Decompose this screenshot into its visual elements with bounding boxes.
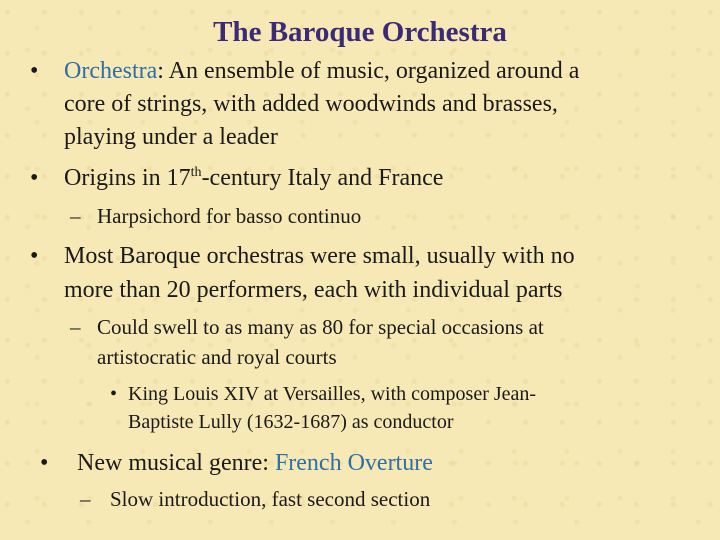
slide-title: The Baroque Orchestra [213, 16, 507, 48]
bullet-marker: • [30, 165, 39, 191]
orchestra-link[interactable]: Orchestra [64, 58, 158, 84]
bullet-marker: • [40, 450, 49, 476]
sub-dash: – [80, 487, 91, 511]
sub-harpsichord: Harpsichord for basso continuo [97, 204, 362, 228]
bullet-marker: • [30, 243, 39, 269]
subsub-bullet-marker: • [110, 383, 118, 405]
bullet-origins: Origins in 17th-century Italy and France [64, 165, 444, 191]
bullet-small-orchestras-line2: more than 20 performers, each with individual parts [64, 277, 563, 303]
subsub-louis-line1: King Louis XIV at Versailles, with composer Jean- [128, 383, 537, 405]
bullet-orchestra-line2: core of strings, with added woodwinds and brasses, [64, 91, 558, 117]
sub-slow-intro: Slow introduction, fast second section [110, 487, 431, 511]
sub-swell-line1: Could swell to as many as 80 for special occasions at [97, 315, 544, 339]
subsub-louis-line2: Baptiste Lully (1632-1687) as conductor [128, 411, 454, 433]
bullet-orchestra-line1: Orchestra: An ensemble of music, organized around a [64, 58, 580, 84]
bullet-marker: • [30, 58, 39, 84]
bullet-new-genre: New musical genre: French Overture [77, 450, 433, 476]
bullet-small-orchestras-line1: Most Baroque orchestras were small, usually with no [64, 243, 575, 269]
french-overture-link[interactable]: French Overture [274, 450, 433, 476]
sub-swell-line2: artistocratic and royal courts [97, 345, 337, 369]
sub-dash: – [70, 315, 81, 339]
bullet-orchestra-line3: playing under a leader [64, 124, 278, 150]
sub-dash: – [70, 204, 81, 228]
